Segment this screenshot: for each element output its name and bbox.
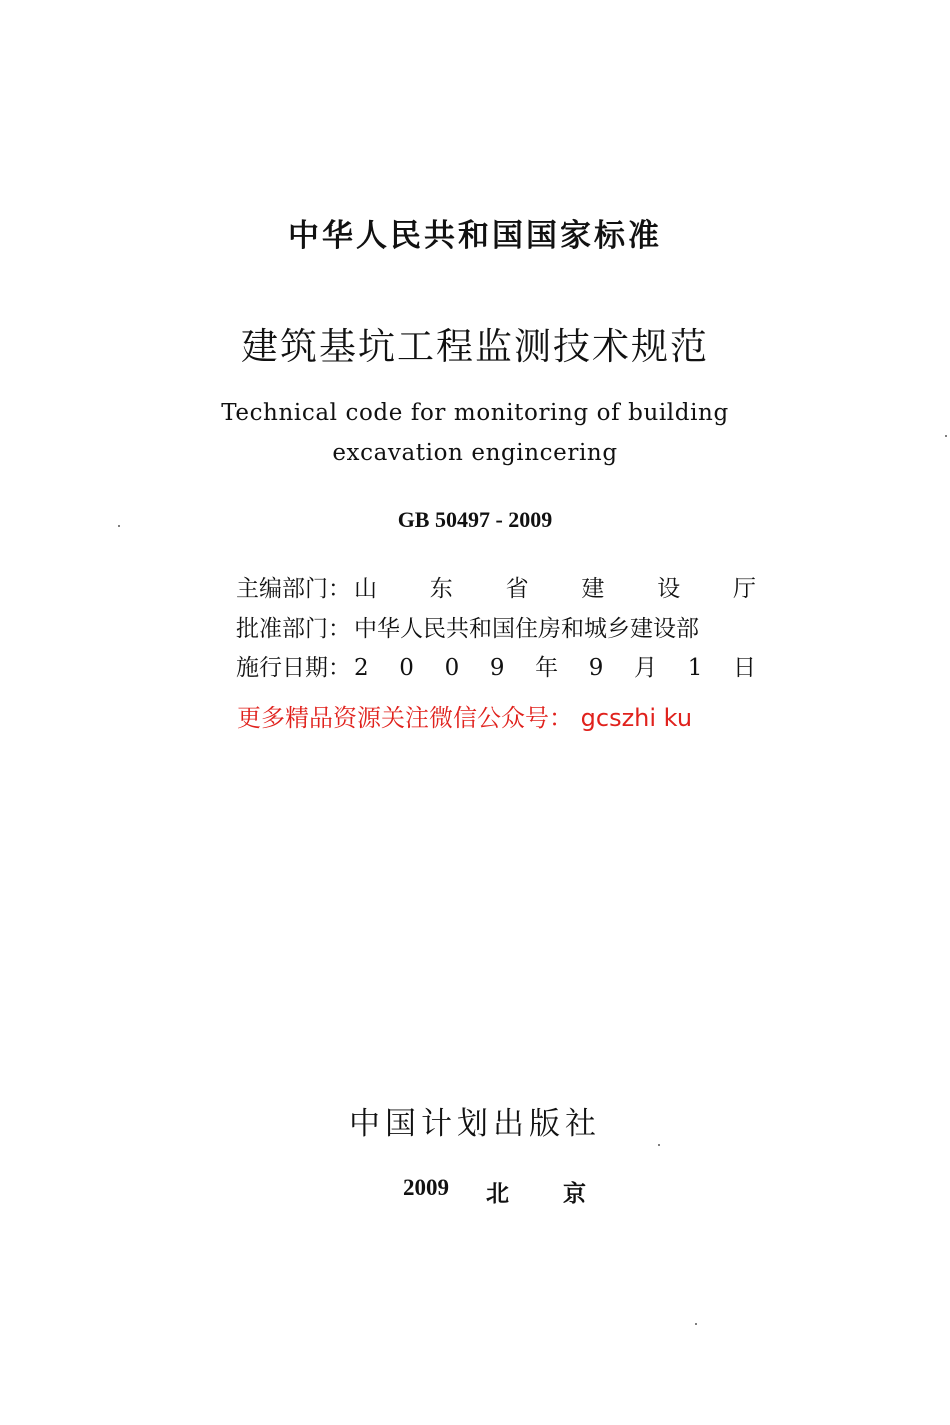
editor-department-row [236, 573, 756, 605]
date-char: 2 [354, 655, 369, 681]
date-char: 1 [687, 655, 703, 681]
editor-char: 省 [505, 576, 529, 602]
approver-department-row [236, 613, 756, 645]
scan-speck [945, 435, 947, 437]
editor-char: 建 [581, 576, 605, 602]
approver-value: 中华人民共和国住房和城乡建设部 [354, 616, 699, 642]
publication-year: 2009 [403, 1175, 449, 1200]
editor-char: 山 [354, 576, 377, 602]
promo-line [237, 698, 692, 733]
editor-char: 东 [429, 576, 453, 602]
document-title-en-line2: excavation engincering [332, 440, 618, 466]
standard-code: GB 50497 - 2009 [397, 507, 553, 532]
date-char: 月 [634, 655, 658, 681]
scan-speck [658, 1144, 660, 1146]
date-char: 9 [489, 655, 505, 681]
publication-city-char: 京 [563, 1181, 586, 1206]
promo-account: gcszhi ku [580, 704, 693, 732]
date-char: 9 [588, 655, 604, 681]
scan-speck [695, 1323, 697, 1325]
document-title-zh: 建筑基坑工程监测技术规范 [241, 325, 709, 368]
approver-label: 批准部门： [236, 616, 351, 642]
date-char: 0 [399, 655, 414, 681]
date-char: 年 [535, 655, 559, 681]
date-char: 0 [444, 655, 460, 681]
effective-date-label: 施行日期： [236, 655, 351, 681]
date-char: 日 [732, 655, 756, 681]
editor-char: 厅 [732, 576, 756, 602]
standard-category: 中华人民共和国国家标准 [288, 218, 662, 254]
publisher-name: 中国计划出版社 [349, 1106, 601, 1142]
scan-speck [118, 525, 120, 527]
editor-char: 设 [657, 576, 681, 602]
editor-value [354, 573, 756, 605]
document-title-en-line1: Technical code for monitoring of building [221, 400, 729, 426]
promo-text: 更多精品资源关注微信公众号： [237, 704, 573, 732]
publication-city-char: 北 [486, 1181, 509, 1206]
effective-date-row [236, 652, 756, 684]
effective-date-value [354, 652, 756, 684]
editor-label: 主编部门： [236, 576, 351, 602]
